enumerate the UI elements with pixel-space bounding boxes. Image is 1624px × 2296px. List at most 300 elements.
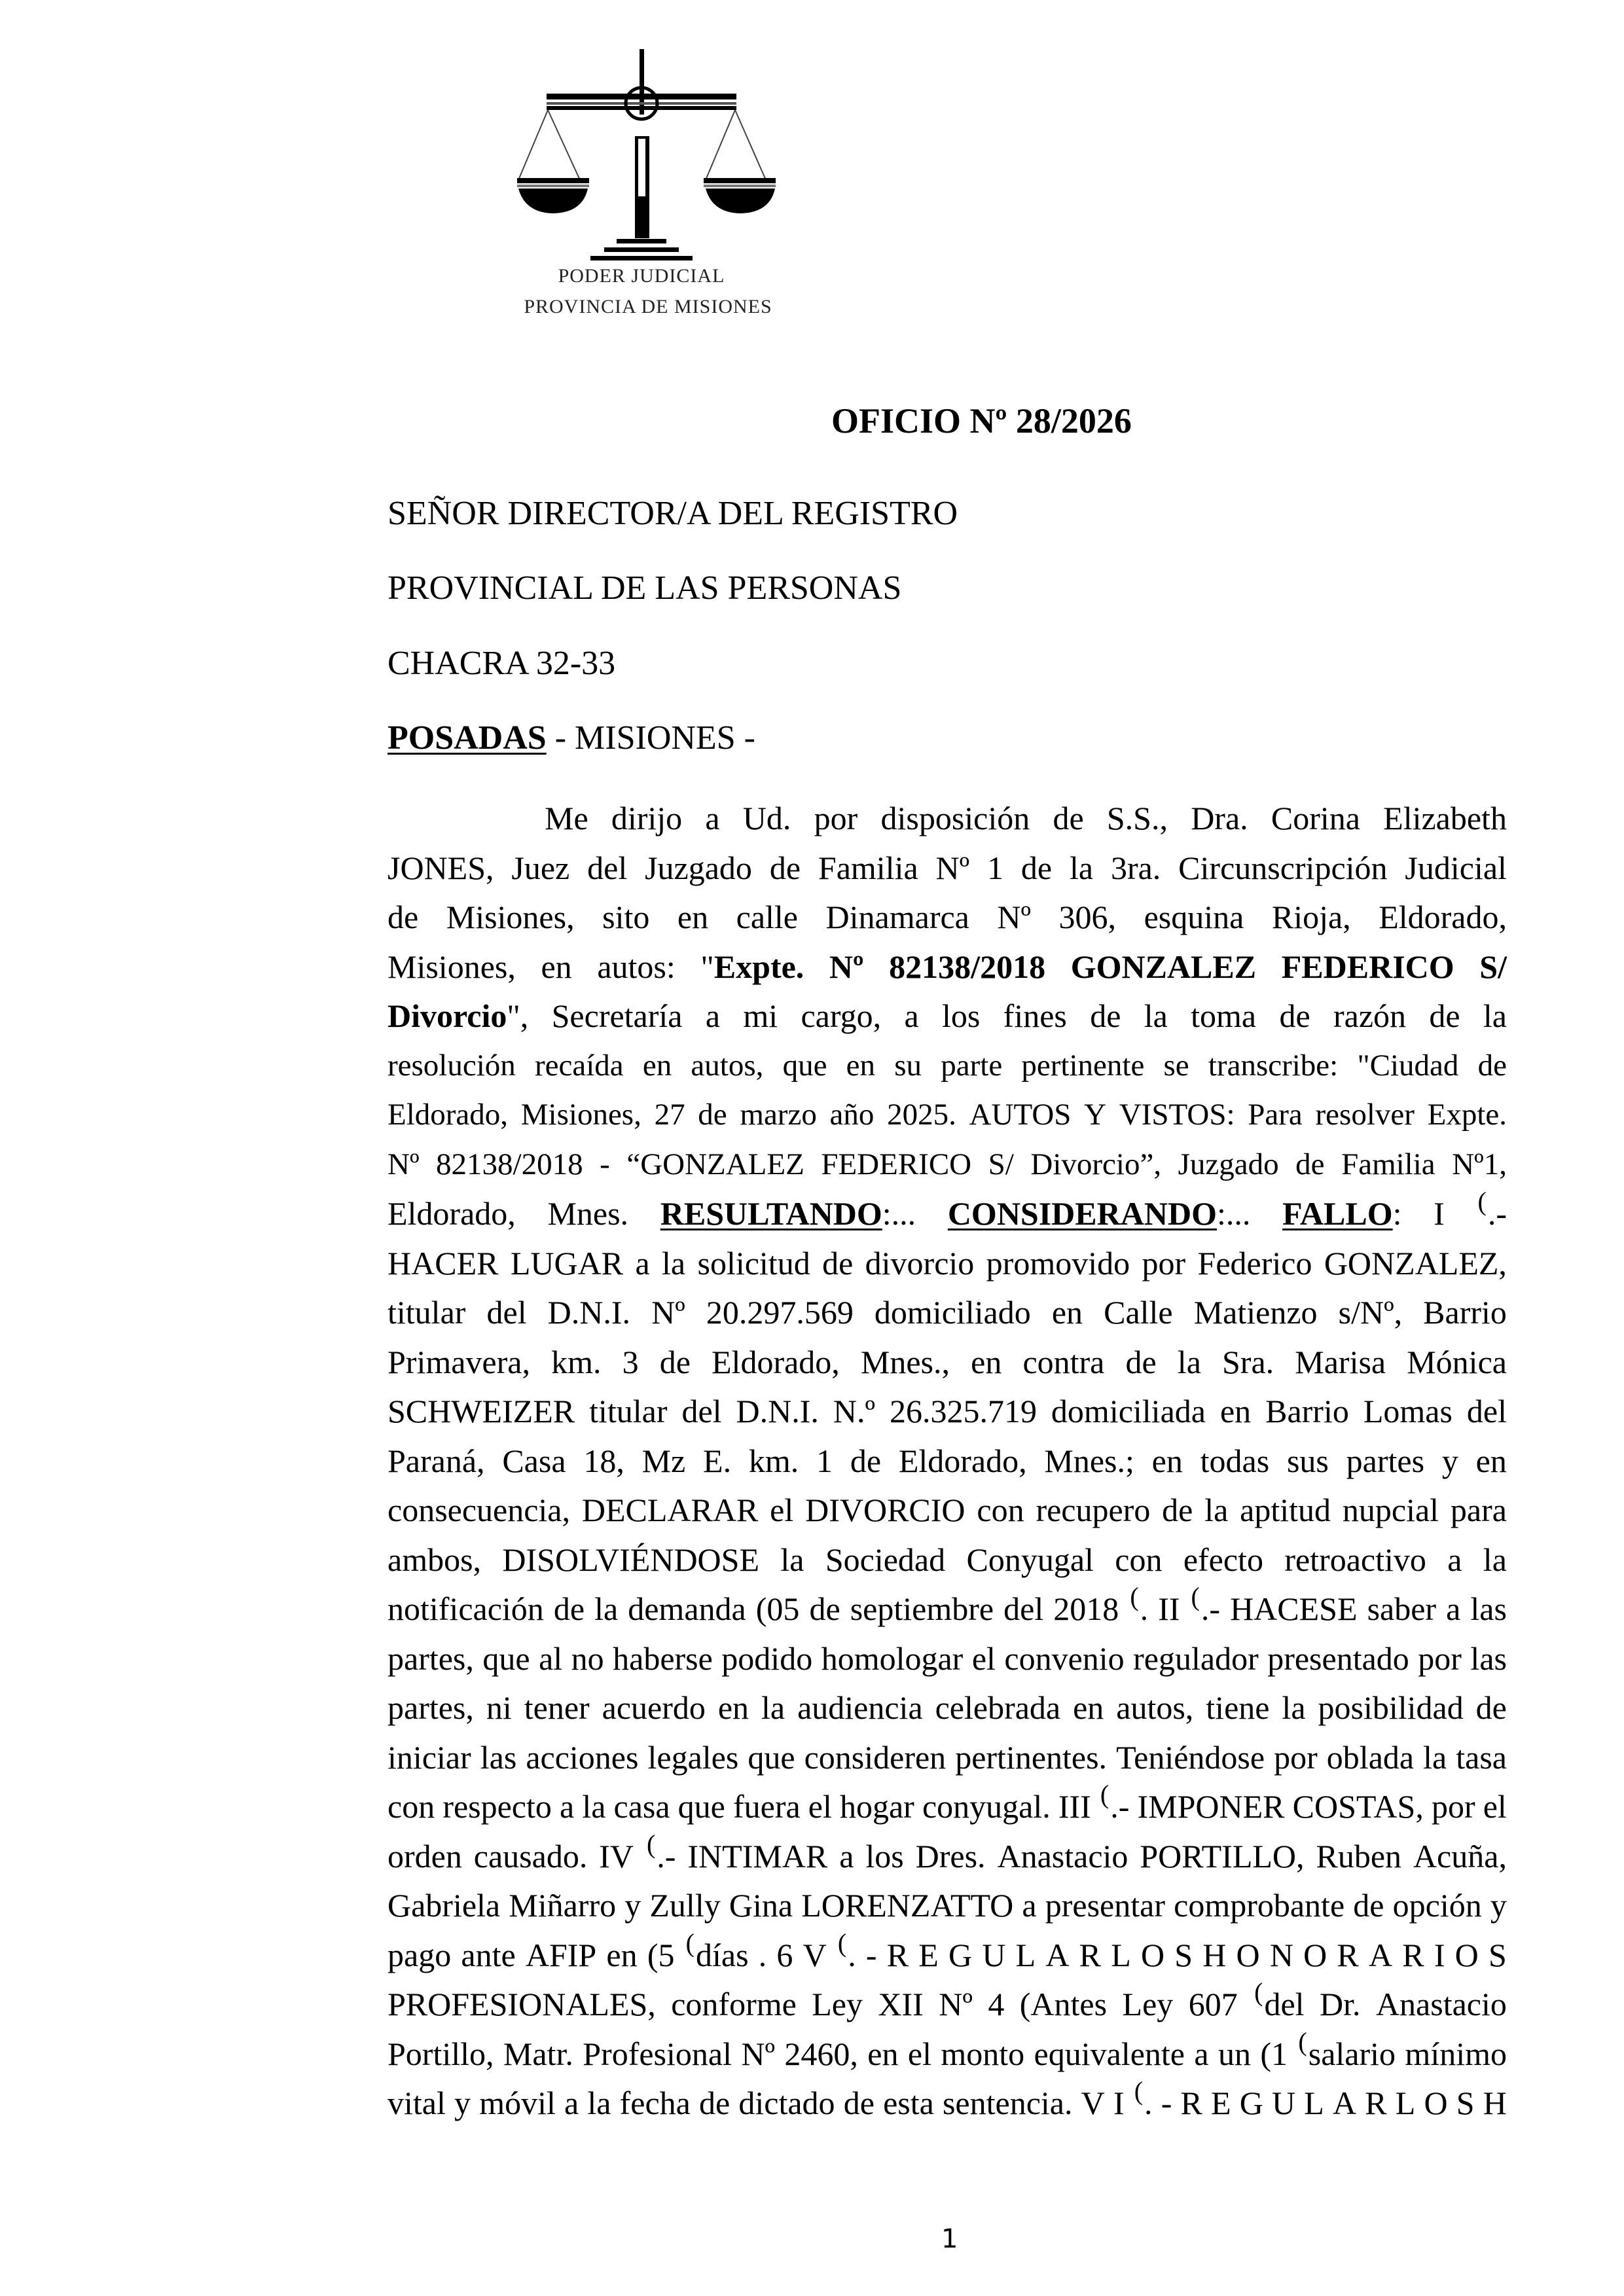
addressee-city-suffix: - MISIONES - [546, 719, 755, 757]
body-word: la [761, 1689, 785, 1726]
body-line [388, 1886, 1507, 1935]
body-word: HACESE [1230, 1590, 1358, 1627]
body-line [388, 2026, 1507, 2084]
body-word: de [1020, 849, 1053, 886]
body-word: Federico [1197, 1244, 1312, 1282]
body-line [388, 848, 1507, 898]
body-word: sus [1286, 1442, 1329, 1479]
body-word: Mnes.; [1044, 1442, 1134, 1479]
body-word: de [699, 2085, 731, 2121]
body-word: S/ [1479, 948, 1507, 985]
body-word: Matr. [503, 2035, 573, 2072]
body-word: 26.325.719 [889, 1393, 1037, 1429]
body-word: V [803, 1936, 827, 1973]
body-word: Y [1084, 1098, 1107, 1132]
body-word: Rioja, [1271, 899, 1351, 935]
body-word: 18, [583, 1442, 624, 1479]
body-word: DECLARAR [581, 1492, 759, 1528]
body-word: PORTILLO, [1140, 1837, 1305, 1874]
body-word: R [1402, 1936, 1424, 1973]
body-word: O [1236, 1936, 1260, 1973]
body-word: de [1475, 1689, 1507, 1726]
body-word: tasa [1456, 1738, 1507, 1776]
body-word: a [705, 997, 721, 1034]
body-word: Matienzo [1193, 1294, 1318, 1331]
body-word: partes, [388, 1640, 474, 1677]
body-word: sentencia. [942, 2085, 1073, 2121]
body-word: calle [736, 899, 799, 935]
body-word: en [846, 1048, 876, 1083]
body-word: U [1272, 2085, 1296, 2121]
body-word: marzo [740, 1098, 817, 1132]
body-word: S [1456, 2085, 1475, 2121]
body-word: E [1211, 2085, 1231, 2121]
body-word: celebrada [935, 1689, 1061, 1726]
body-word: mínimo [1405, 2035, 1507, 2072]
body-word: móvil [479, 2085, 556, 2121]
body-word: N [1269, 1936, 1293, 1973]
body-word: Nº1, [1452, 1147, 1507, 1181]
body-word: titular [388, 1294, 466, 1331]
body-word: de [769, 849, 801, 886]
body-word: Misiones, [520, 1098, 641, 1132]
body-word: 82138/2018 [889, 948, 1046, 985]
body-word: que [782, 1048, 827, 1083]
body-word: que [482, 1640, 530, 1677]
body-word: efecto [1183, 1541, 1263, 1578]
body-word: del [1466, 1393, 1507, 1429]
body-word: hogar [839, 1788, 914, 1825]
body-word: GONZALEZ [1070, 948, 1257, 985]
body-word: el [907, 2035, 931, 2072]
body-line [388, 1540, 1507, 1590]
body-word: (. [1134, 2076, 1153, 2121]
body-word: la [582, 1788, 606, 1825]
body-word: Paraná, [388, 1442, 485, 1479]
body-word: mi [743, 997, 778, 1034]
body-word: Mz [641, 1442, 686, 1479]
body-word: de [553, 1590, 585, 1627]
body-word: Eldorado, [898, 1442, 1027, 1479]
body-word: Nº [741, 2035, 775, 2072]
body-word: para [1450, 1492, 1507, 1528]
addressee-city [388, 719, 755, 757]
body-word: Mónica [1407, 1343, 1507, 1380]
body-word: sito [602, 899, 650, 935]
body-word: en [717, 1689, 749, 1726]
body-word: la [662, 1244, 686, 1282]
body-word: Eldorado, [388, 1195, 516, 1232]
body-word: Miñarro [509, 1887, 617, 1924]
addressee-line-3: CHACRA 32-33 [388, 645, 616, 682]
body-word: partes, [388, 1689, 474, 1726]
body-word: el [1483, 1788, 1507, 1825]
body-word: U [982, 1936, 1006, 1973]
body-word: y [1441, 1442, 1458, 1479]
body-word: L [1015, 1936, 1036, 1973]
body-line [388, 1046, 1507, 1096]
body-word: regulador [1133, 1640, 1259, 1677]
document-heading: OFICIO Nº 28/2026 [831, 401, 1132, 440]
body-word: de [822, 1244, 854, 1282]
body-word: se [1163, 1048, 1189, 1083]
body-word: posibilidad [1318, 1689, 1464, 1726]
body-word: septiembre [850, 1590, 994, 1627]
body-word: a [904, 997, 919, 1034]
body-word: O [1303, 1936, 1327, 1973]
body-word: en [971, 1343, 1002, 1380]
body-word: V [1081, 2085, 1105, 2121]
body-line [388, 1145, 1507, 1194]
body-word: la [1282, 1689, 1306, 1726]
body-line [388, 1780, 1507, 1837]
body-word: el [808, 1788, 832, 1825]
body-word: SCHWEIZER [388, 1393, 575, 1429]
body-word: ante [461, 1936, 516, 1973]
body-word: y [624, 1887, 641, 1924]
body-word: “GONZALEZ [626, 1147, 804, 1181]
body-word: km. [551, 1343, 602, 1380]
body-word: por [1142, 1244, 1186, 1282]
body-line [388, 947, 1507, 997]
body-word: O [1454, 1936, 1479, 1973]
body-word: (Antes [1019, 1986, 1108, 2022]
body-word: podido [721, 1640, 813, 1677]
body-word: que [748, 1738, 795, 1776]
body-word: Familia [818, 849, 918, 886]
body-word: acuerdo [602, 1689, 706, 1726]
body-line [388, 1293, 1507, 1342]
body-word: el [770, 1492, 794, 1528]
body-word: de [1353, 1887, 1384, 1924]
body-word: los [865, 1837, 904, 1874]
body-word: del [681, 1393, 722, 1429]
body-word: Ley [1122, 1986, 1174, 2022]
body-word: de [1295, 1147, 1325, 1181]
body-word: resolución [388, 1048, 516, 1083]
body-line [388, 1582, 1507, 1639]
body-word: fines [1003, 997, 1067, 1034]
body-word: a [635, 1244, 650, 1282]
body-word: R [886, 1936, 909, 1973]
body-word: disposición [880, 800, 1030, 836]
body-word: dirijo [611, 800, 683, 836]
body-word: Ley [812, 1986, 863, 2022]
body-word: km. [748, 1442, 799, 1479]
body-word: Divorcio”, [1030, 1147, 1162, 1181]
body-word: Juez [511, 849, 570, 886]
body-line [388, 1688, 1507, 1738]
body-word: no [571, 1640, 604, 1677]
body-word: FEDERICO [1281, 948, 1454, 985]
body-word: los [941, 997, 981, 1034]
body-word: 2025. [887, 1098, 956, 1132]
body-word: R [1180, 2085, 1202, 2121]
body-word: ambos, [388, 1541, 482, 1578]
body-word: parte [941, 1048, 1003, 1083]
scales-of-justice-icon [497, 39, 799, 262]
body-word: en [541, 948, 572, 985]
body-word: fecha [619, 2085, 691, 2121]
body-word: en [867, 2035, 899, 2072]
body-word: R [1337, 1936, 1359, 1973]
body-word: la [780, 1541, 804, 1578]
body-word: (. [837, 1928, 856, 1973]
body-word: la [594, 1590, 619, 1627]
body-word: (.- [1477, 1187, 1507, 1232]
body-word: notificación [388, 1590, 544, 1627]
body-word: D.N.I. [736, 1393, 819, 1429]
body-word: opción [1392, 1887, 1482, 1924]
body-word: en [1219, 1393, 1252, 1429]
body-word: oblada [1326, 1738, 1415, 1776]
body-word: IV [599, 1837, 634, 1874]
body-word: contra [1022, 1343, 1105, 1380]
body-word: promovido [986, 1244, 1130, 1282]
body-word: (1 [1260, 2035, 1288, 2072]
body-word: L [1304, 2085, 1324, 2121]
body-word: Lomas [1363, 1393, 1453, 1429]
body-word: las [1470, 1640, 1507, 1677]
body-word: Dr. [1320, 1986, 1361, 2022]
body-word: dictado [738, 2085, 835, 2121]
body-word: de [1279, 997, 1310, 1034]
body-word: s/Nº, [1338, 1294, 1403, 1331]
body-word: Me [545, 800, 588, 836]
body-word: Sra. [1222, 1343, 1274, 1380]
body-word: Barrio [1423, 1294, 1507, 1331]
body-word: S/ [988, 1147, 1014, 1181]
body-word: Misiones, [388, 948, 516, 985]
body-word: R [1365, 2085, 1387, 2121]
body-word: Nº [935, 849, 970, 886]
body-word: H [1202, 1936, 1227, 1973]
body-word: Gabriela [388, 1887, 501, 1924]
body-word: E. [703, 1442, 732, 1479]
body-word: 3ra. [1110, 849, 1161, 886]
body-word: de [1162, 1492, 1193, 1528]
body-word: la [1483, 997, 1507, 1034]
body-word: con [388, 1788, 435, 1825]
body-word: de [1429, 997, 1460, 1034]
body-word: iniciar [388, 1738, 471, 1776]
body-word: y [454, 2085, 471, 2121]
body-word: Judicial [1405, 849, 1507, 886]
body-word: consecuencia, [388, 1492, 571, 1528]
body-word: a [560, 1788, 575, 1825]
body-word: COSTAS, [1292, 1788, 1424, 1825]
body-word: Casa [502, 1442, 566, 1479]
body-word: retroactivo [1284, 1541, 1426, 1578]
body-word: por [1418, 1640, 1462, 1677]
body-word: Juzgado [1178, 1147, 1279, 1181]
body-word: Sociedad [825, 1541, 946, 1578]
body-word: Anastacio [1375, 1986, 1507, 2022]
body-word: aptitud [1240, 1492, 1331, 1528]
body-word: recupero [1036, 1492, 1151, 1528]
body-word: I [1434, 1195, 1445, 1232]
body-word: pago [388, 1936, 452, 1973]
body-word: respecto [442, 1788, 552, 1825]
body-word: S.S., [1106, 800, 1168, 836]
addressee-city-name: POSADAS [388, 719, 547, 757]
body-word: a [1446, 1590, 1461, 1627]
body-word: por [1431, 1788, 1475, 1825]
body-word: GONZALEZ, [1324, 1244, 1507, 1282]
body-word: A [1045, 1936, 1070, 1973]
body-word: conyugal. [922, 1788, 1051, 1825]
body-word: equivalente [1034, 2035, 1185, 2072]
body-word: Conyugal [966, 1541, 1094, 1578]
body-word: transcribe: [1208, 1048, 1339, 1083]
body-word: CONSIDERANDO:... [947, 1195, 1251, 1232]
body-word: 20.297.569 [706, 1294, 854, 1331]
body-word: Eldorado, [712, 1343, 840, 1380]
body-word: Calle [1104, 1294, 1173, 1331]
body-word: 3 [622, 1343, 639, 1380]
body-word: FEDERICO [821, 1147, 972, 1181]
body-line [388, 1095, 1507, 1145]
body-word: 1 [816, 1442, 833, 1479]
body-word: comprobante [1174, 1887, 1345, 1924]
body-word: Marisa [1295, 1343, 1386, 1380]
body-word: a [1022, 1887, 1037, 1924]
body-word: I [1434, 1936, 1445, 1973]
body-word: (del [1254, 1977, 1305, 2022]
body-word: (días [685, 1928, 749, 1973]
body-word: presentar [1045, 1887, 1165, 1924]
body-word: - [600, 1147, 610, 1181]
body-word: Mnes. [547, 1195, 629, 1232]
body-word: de [843, 2085, 875, 2121]
body-word: su [894, 1048, 922, 1083]
logo-caption-line2: PROVINCIA DE MISIONES [524, 296, 772, 317]
body-line [388, 1977, 1507, 2034]
body-word: haberse [613, 1640, 713, 1677]
body-word: pertinentes. [955, 1738, 1108, 1776]
body-word: divorcio [865, 1244, 975, 1282]
body-word: (05 [755, 1590, 800, 1627]
body-word: Portillo, [388, 2035, 494, 2072]
body-word: la [1177, 1343, 1201, 1380]
body-word: III [1058, 1788, 1091, 1825]
body-word: a [705, 800, 720, 836]
body-word: Familia [1341, 1147, 1435, 1181]
body-line [388, 1639, 1507, 1689]
body-word: Anastacio [997, 1837, 1128, 1874]
body-line [388, 996, 1507, 1046]
body-word: - [865, 1936, 877, 1973]
body-word: Teniéndose [1116, 1738, 1265, 1776]
body-word: con [977, 1492, 1024, 1528]
body-word: JONES, [388, 849, 494, 886]
body-word: del [486, 1294, 527, 1331]
body-word: A [1332, 2085, 1357, 2121]
body-word: Mnes., [860, 1343, 950, 1380]
body-line [388, 1829, 1507, 1886]
addressee-line-1: SEÑOR DIRECTOR/A DEL REGISTRO [388, 495, 958, 532]
body-word: de [1125, 1343, 1157, 1380]
body-word: a [1194, 2035, 1209, 2072]
body-word: AFIP [525, 1936, 597, 1973]
body-word: O [1140, 1936, 1165, 1973]
body-word: razón [1333, 997, 1407, 1034]
body-word: esquina [1144, 899, 1244, 935]
body-word: G [948, 1936, 973, 1973]
body-line [388, 1738, 1507, 1787]
body-word: LORENZATTO [801, 1887, 1014, 1924]
body-word: Acuña, [1413, 1837, 1507, 1874]
body-word: Dinamarca [825, 899, 969, 935]
body-word: Nº [388, 1147, 420, 1181]
body-word: L [1111, 1936, 1131, 1973]
body-word: (.- [1191, 1582, 1221, 1627]
body-word: a [839, 1837, 854, 1874]
body-word: saber [1367, 1590, 1437, 1627]
body-word: 6 [776, 1936, 793, 1973]
body-word: cargo, [801, 997, 882, 1034]
body-word: por [1274, 1738, 1318, 1776]
body-word: del [1003, 1590, 1044, 1627]
body-word: autos, [691, 1048, 764, 1083]
body-word: (salario [1298, 2026, 1396, 2072]
body-word: autos, [1116, 1689, 1194, 1726]
document-body [388, 798, 1507, 2133]
body-word: en [642, 1048, 672, 1083]
body-word: solicitud [697, 1244, 810, 1282]
body-line [388, 1391, 1507, 1441]
body-word: la [1204, 1492, 1229, 1528]
body-word: Barrio [1265, 1393, 1349, 1429]
body-word: Para [1248, 1098, 1303, 1132]
body-word: Circunscripción [1178, 849, 1388, 886]
body-word: al [539, 1640, 563, 1677]
addressee-line-2: PROVINCIAL DE LAS PERSONAS [388, 569, 902, 607]
body-word: Nº [651, 1294, 685, 1331]
body-word: (5 [647, 1936, 675, 1973]
body-word: (.- [646, 1829, 676, 1874]
body-word: FALLO: [1282, 1195, 1402, 1232]
body-word: "Expte. [700, 948, 804, 985]
body-word: N.º [833, 1393, 875, 1429]
body-word: ni [486, 1689, 512, 1726]
body-word: AUTOS [969, 1098, 1072, 1132]
body-word: HACER [388, 1244, 499, 1282]
body-word: resolver [1315, 1098, 1415, 1132]
body-word: conforme [671, 1986, 797, 2022]
body-word: R [1079, 1936, 1102, 1973]
body-line [388, 1928, 1507, 1985]
body-word: en [1475, 1442, 1507, 1479]
body-word: de [1477, 1048, 1507, 1083]
body-word: el [971, 1640, 996, 1677]
body-line [388, 1187, 1507, 1244]
body-word: año [829, 1098, 875, 1132]
body-word: de [809, 1590, 840, 1627]
body-word: D.N.I. [547, 1294, 631, 1331]
body-line [388, 897, 1507, 947]
body-word: 82138/2018 [436, 1147, 583, 1181]
body-word: demanda [628, 1590, 746, 1627]
body-word: 2018 [1053, 1590, 1119, 1627]
body-word: Juzgado [645, 849, 752, 886]
body-word: S [1488, 1936, 1507, 1973]
body-word: por [814, 800, 858, 836]
body-word: Dres. [915, 1837, 986, 1874]
body-word: Gina [729, 1887, 793, 1924]
body-word: de [850, 1442, 882, 1479]
body-word: monto [941, 2035, 1025, 2072]
